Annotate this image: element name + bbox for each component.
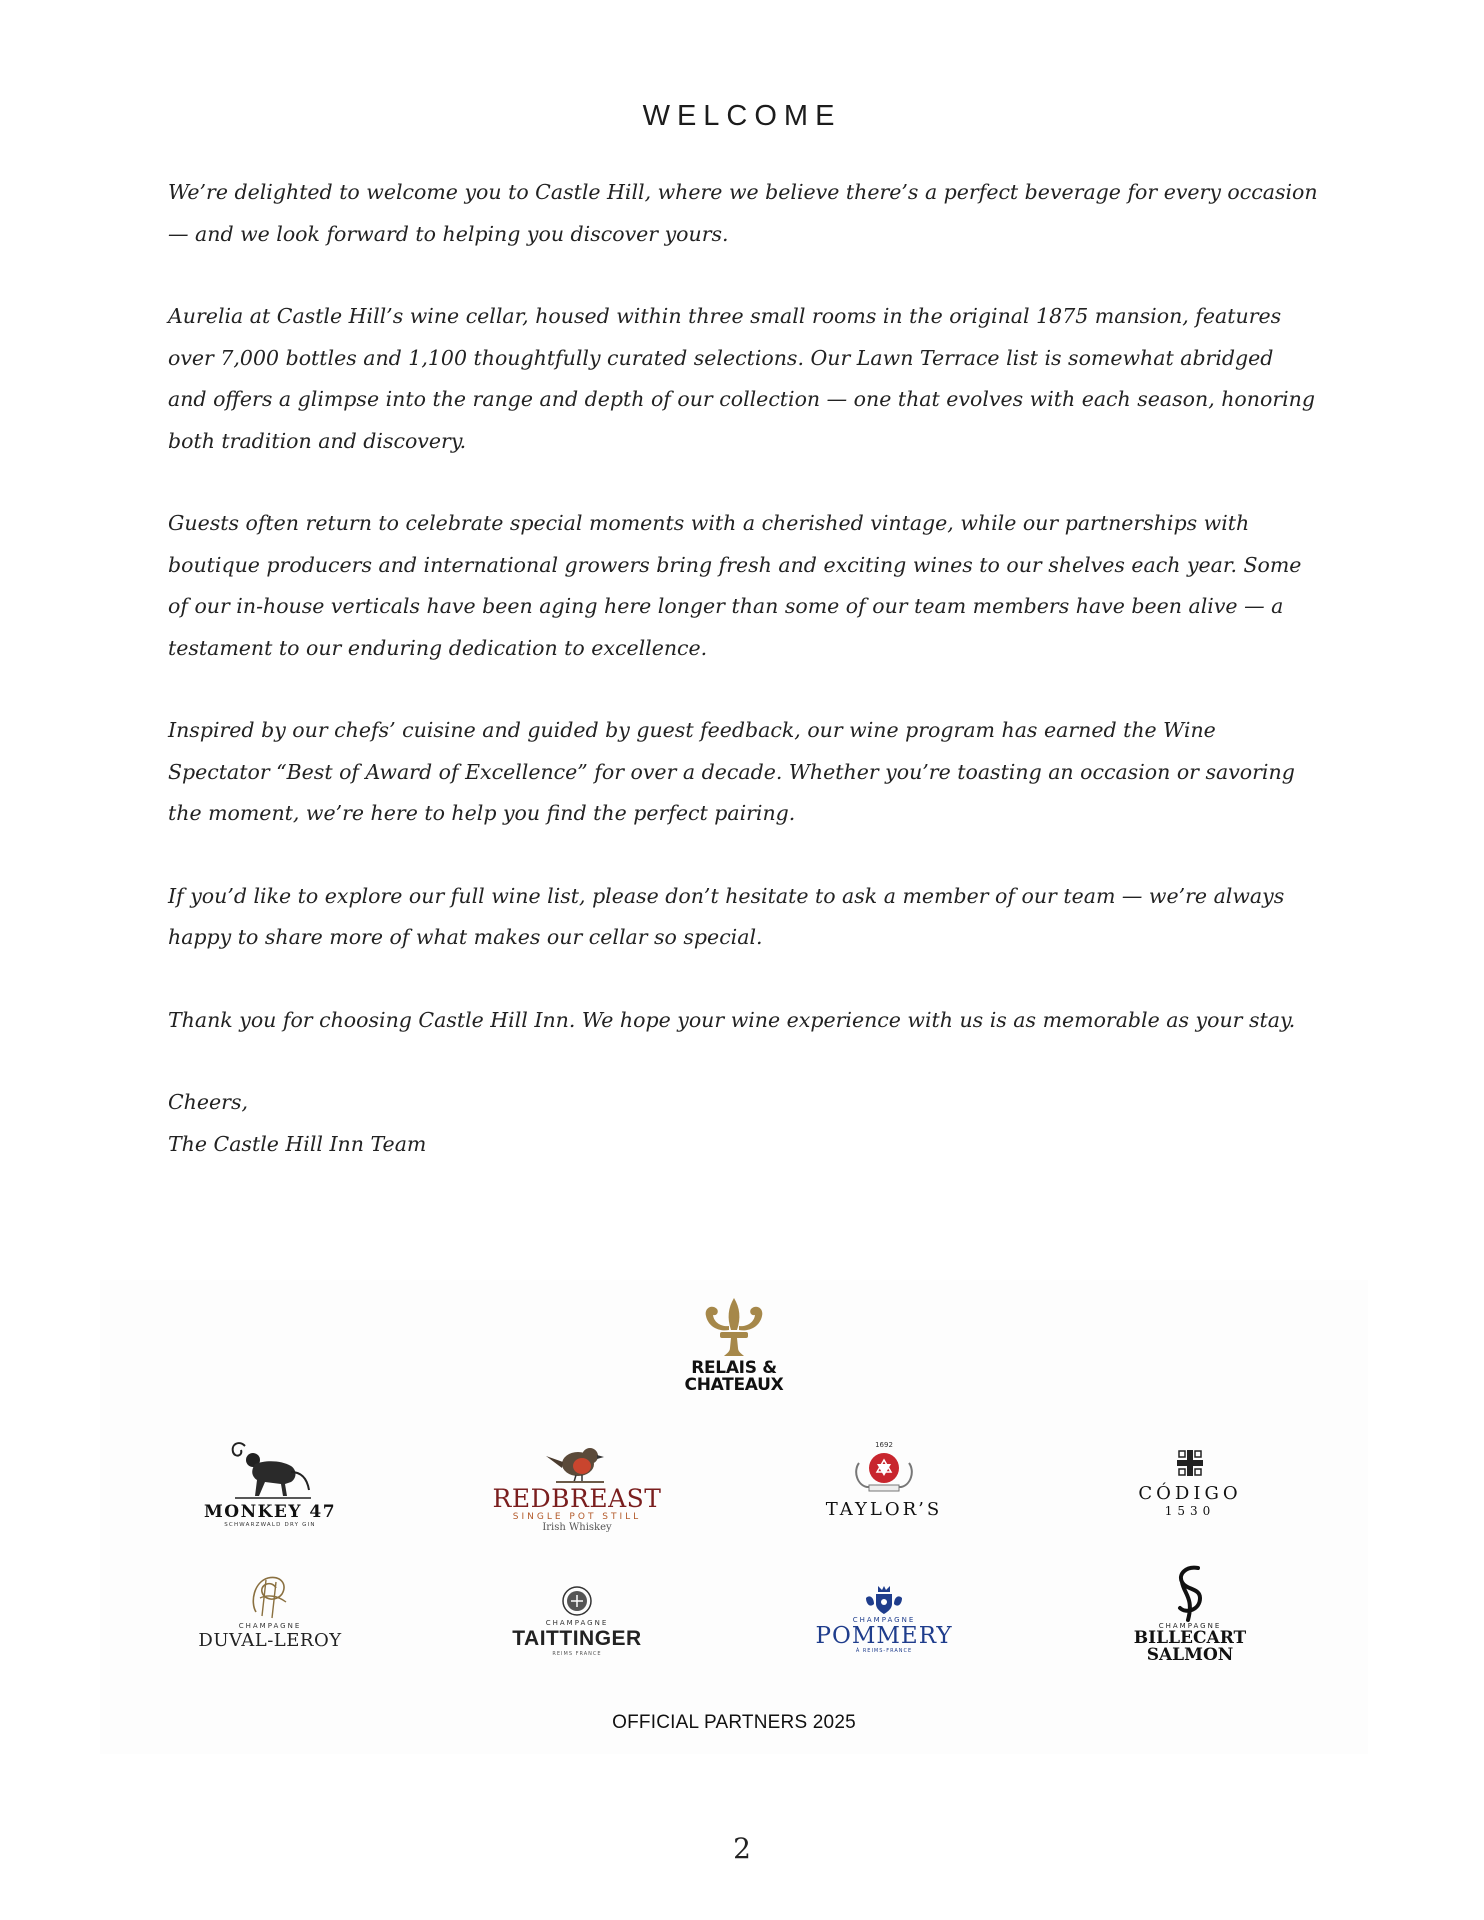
monkey47-sub: SCHWARZWALD DRY GIN: [224, 1522, 316, 1528]
pommery-name: POMMERY: [815, 1623, 953, 1649]
crest-icon: [851, 1445, 917, 1495]
taylors-crest-year: 1692: [875, 1441, 893, 1449]
robin-icon: [542, 1440, 612, 1486]
cross-icon: [1174, 1448, 1206, 1478]
coat-of-arms-icon: [862, 1584, 906, 1616]
duval-name: DUVAL-LEROY: [198, 1630, 342, 1651]
letter-signature: The Castle Hill Inn Team: [168, 1131, 427, 1156]
billecart-name: BILLECART: [1133, 1628, 1247, 1648]
monkey-icon: [225, 1438, 315, 1500]
taittinger-sub: REIMS FRANCE: [552, 1651, 602, 1657]
codigo-logo: [1060, 1448, 1320, 1518]
partners-panel: [100, 1280, 1368, 1754]
letter-paragraph: Thank you for choosing Castle Hill Inn. We hope your wine experience with us is as memorable as your stay.: [168, 1007, 1296, 1032]
pommery-logo: [754, 1584, 1014, 1654]
monkey47-name: MONKEY 47: [203, 1502, 337, 1522]
letter-paragraph: Aurelia at Castle Hill’s wine cellar, housed within three small rooms in the original 1875 mansion, features over 7,000 bottles and 1,100 thoughtfully curated selections. Our Lawn Terrace list is somewhat abridged and offers a glimpse into the range and depth of our collection — one that evolves with each season, honoring both tradition and discovery.: [168, 304, 1315, 453]
taittinger-pre: CHAMPAGNE: [545, 1619, 609, 1627]
seal-icon: [561, 1585, 593, 1617]
pommery-sub: À REIMS-FRANCE: [855, 1648, 913, 1654]
letter-paragraph: If you’d like to explore our full wine list, please don’t hesitate to ask a member of our team — we’re always happy to share more of what makes our cellar so special.: [168, 883, 1285, 949]
welcome-letter: [168, 172, 1318, 1165]
monogram-icon: [242, 1572, 298, 1622]
billecart-pre: CHAMPAGNE: [1158, 1622, 1222, 1630]
relais-chateaux-logo: [100, 1296, 1368, 1394]
page-number: 2: [733, 1832, 751, 1865]
fleur-de-lis-icon: [698, 1296, 770, 1360]
taittinger-logo: [447, 1585, 707, 1657]
s-monogram-icon: [1170, 1564, 1210, 1622]
relais-line-2: CHATEAUX: [684, 1375, 784, 1395]
monkey47-logo: [140, 1438, 400, 1528]
taylors-logo: [754, 1441, 1014, 1520]
salmon-name: SALMON: [1146, 1645, 1234, 1665]
taylors-name: TAYLOR’S: [825, 1499, 943, 1520]
billecart-salmon-logo: [1060, 1564, 1320, 1664]
redbreast-logo: [447, 1440, 707, 1533]
letter-paragraph: Inspired by our chefs’ cuisine and guided by guest feedback, our wine program has earned the Wine Spectator “Best of Award of Excellence” for over a decade. Whether you’re toasting an occasion or savoring the moment, we’re here to help you find the perfect pairing.: [168, 718, 1295, 825]
codigo-name: CÓDIGO: [1138, 1483, 1242, 1504]
redbreast-sub2: Irish Whiskey: [542, 1522, 612, 1533]
letter-paragraph: Guests often return to celebrate special moments with a cherished vintage, while our partnerships with boutique producers and international growers bring fresh and exciting wines to our shelves each year. Some of our in-house verticals have been aging here longer than some of our team members have been alive — a testament to our enduring dedication to excellence.: [168, 511, 1302, 660]
duval-leroy-logo: [140, 1572, 400, 1651]
relais-line-1: RELAIS &: [691, 1358, 777, 1378]
codigo-sub: 1530: [1164, 1504, 1216, 1518]
letter-signoff: Cheers,: [168, 1090, 248, 1114]
pommery-pre: CHAMPAGNE: [852, 1616, 916, 1624]
partners-label: OFFICIAL PARTNERS 2025: [612, 1712, 856, 1733]
redbreast-sub: SINGLE POT STILL: [512, 1512, 642, 1522]
redbreast-name: REDBREAST: [492, 1484, 662, 1513]
page-title: WELCOME: [642, 100, 842, 132]
taittinger-name: TAITTINGER: [512, 1627, 642, 1650]
letter-paragraph: We’re delighted to welcome you to Castle Hill, where we believe there’s a perfect beverage for every occasion — and we look forward to helping you discover yours.: [168, 180, 1318, 246]
duval-pre: CHAMPAGNE: [238, 1622, 302, 1630]
